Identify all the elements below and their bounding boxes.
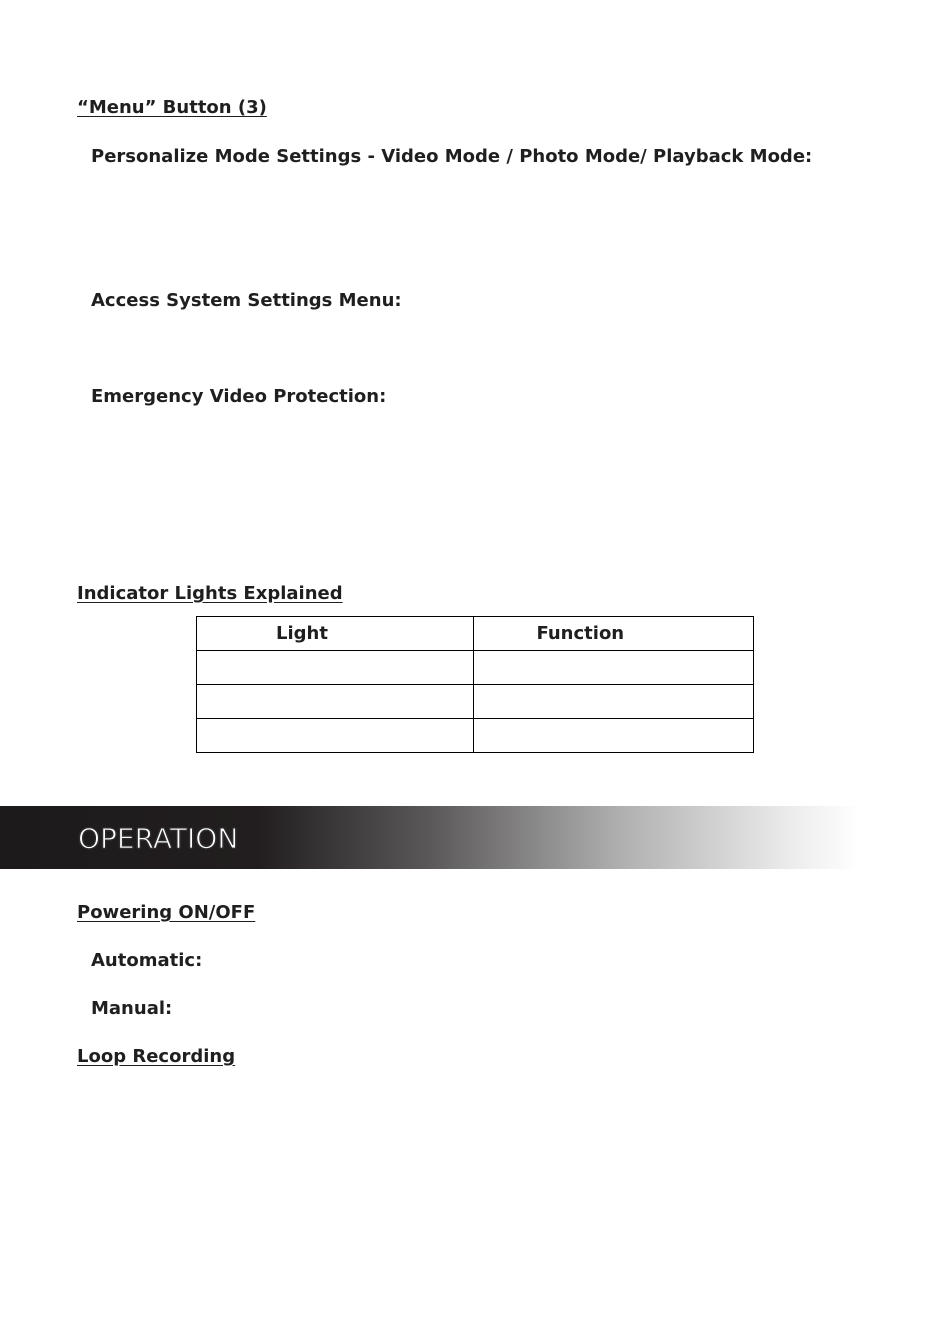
loop-recording-heading: Loop Recording: [77, 1046, 236, 1067]
table-cell: [197, 685, 474, 719]
automatic-label: Automatic:: [91, 950, 203, 971]
table-cell: [197, 719, 474, 753]
personalize-mode-settings-label: Personalize Mode Settings - Video Mode / Photo Mode/ Playback Mode:: [91, 146, 813, 167]
column-header-light: Light: [197, 617, 474, 651]
table-cell: [197, 651, 474, 685]
access-system-settings-label: Access System Settings Menu:: [91, 290, 402, 311]
indicator-lights-heading: Indicator Lights Explained: [77, 583, 343, 604]
manual-label: Manual:: [91, 998, 173, 1019]
table-row: [197, 651, 754, 685]
table-row: [197, 719, 754, 753]
table-cell: [474, 651, 754, 685]
table-header-row: [197, 617, 754, 651]
emergency-video-protection-label: Emergency Video Protection:: [91, 386, 387, 407]
table-row: [197, 685, 754, 719]
table-cell: [474, 685, 754, 719]
column-header-function: Function: [474, 617, 754, 651]
indicator-lights-table: [196, 616, 754, 753]
menu-button-heading: “Menu” Button (3): [77, 97, 267, 118]
table-cell: [474, 719, 754, 753]
powering-on-off-heading: Powering ON/OFF: [77, 902, 256, 923]
operation-banner: [0, 806, 860, 869]
operation-banner-title: OPERATION: [78, 822, 239, 855]
